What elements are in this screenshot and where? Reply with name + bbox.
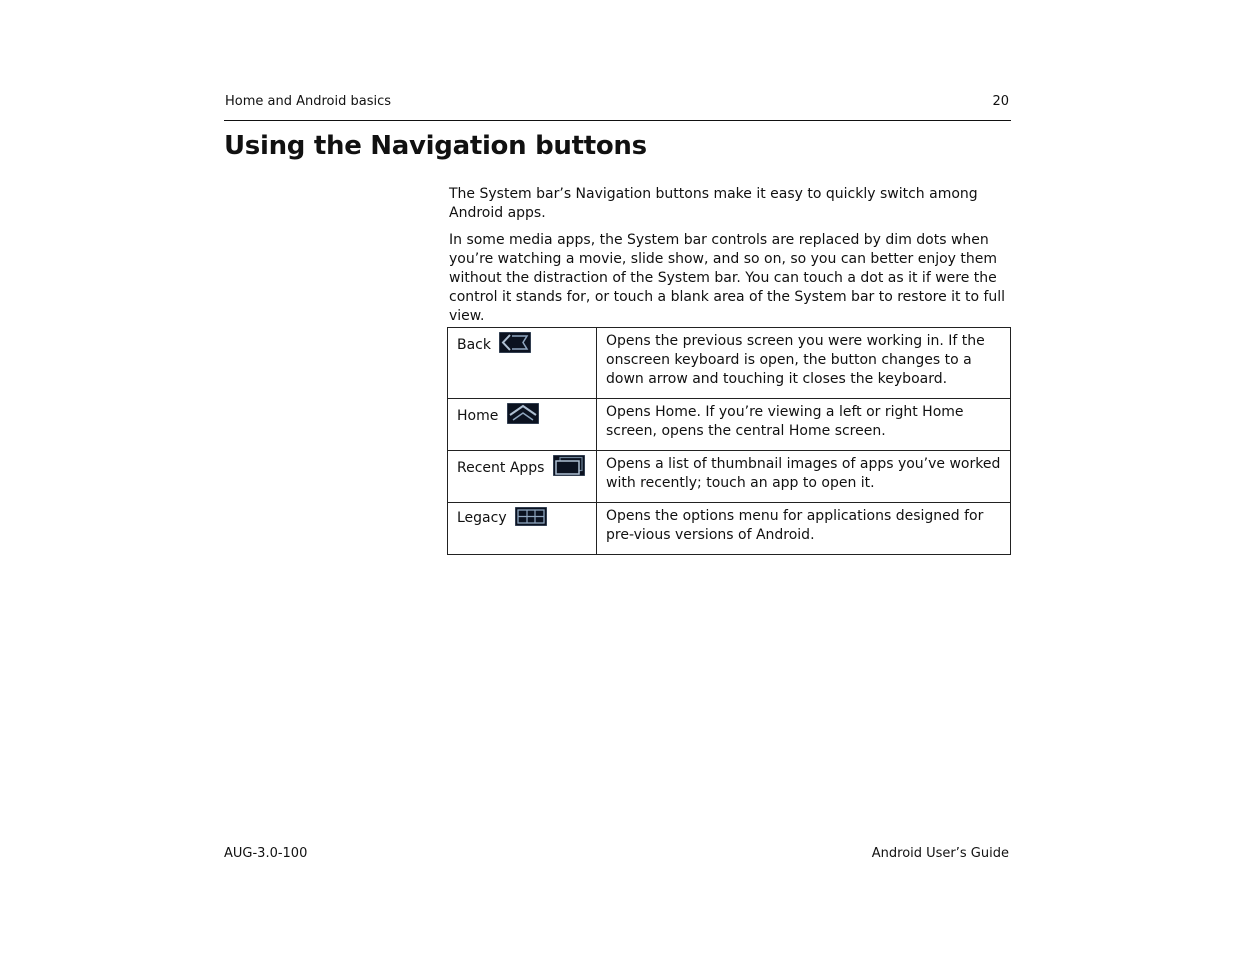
header-divider <box>224 120 1011 121</box>
row-label-home: Home <box>457 408 499 424</box>
row-label-legacy: Legacy <box>457 510 507 526</box>
home-icon <box>507 403 539 424</box>
table-cell-description: Opens the options menu for applications designed for pre-vious versions of Android. <box>597 503 1011 555</box>
table-row <box>448 399 1011 451</box>
row-label-recent-apps: Recent Apps <box>457 460 545 476</box>
table-cell-label <box>448 399 597 451</box>
table-row <box>448 451 1011 503</box>
table-cell-label <box>448 451 597 503</box>
navigation-buttons-table <box>447 327 1011 555</box>
page-number: 20 <box>992 94 1009 109</box>
page-title: Using the Navigation buttons <box>224 131 647 161</box>
row-label-back: Back <box>457 337 491 353</box>
footer-guide-name: Android User’s Guide <box>871 846 1009 861</box>
table-cell-description: Opens the previous screen you were working in. If the onscreen keyboard is open, the button changes to a down arrow and touching it closes the keyboard. <box>597 328 1011 399</box>
footer-doc-id: AUG-3.0-100 <box>224 846 308 861</box>
table-cell-label <box>448 328 597 399</box>
intro-paragraph-1: The System bar’s Navigation buttons make it easy to quickly switch among Android apps. <box>449 186 978 221</box>
table-row <box>448 328 1011 399</box>
recent-apps-icon <box>553 455 585 476</box>
menu-icon <box>515 507 547 526</box>
table-row <box>448 503 1011 555</box>
back-icon <box>499 332 531 353</box>
table-cell-label <box>448 503 597 555</box>
running-header-section: Home and Android basics <box>225 94 392 109</box>
intro-text <box>449 185 1014 334</box>
intro-paragraph-2: In some media apps, the System bar controls are replaced by dim dots when you’re watching a movie, slide show, and so on, so you can better enjoy them without the distraction of the System bar. You can touch a dot as it if were the control it stands for, or touch a blank area of the System bar to restore it to full view. <box>449 232 1006 324</box>
table-cell-description: Opens a list of thumbnail images of apps you’ve worked with recently; touch an app to open it. <box>597 451 1011 503</box>
table-cell-description: Opens Home. If you’re viewing a left or right Home screen, opens the central Home screen. <box>597 399 1011 451</box>
